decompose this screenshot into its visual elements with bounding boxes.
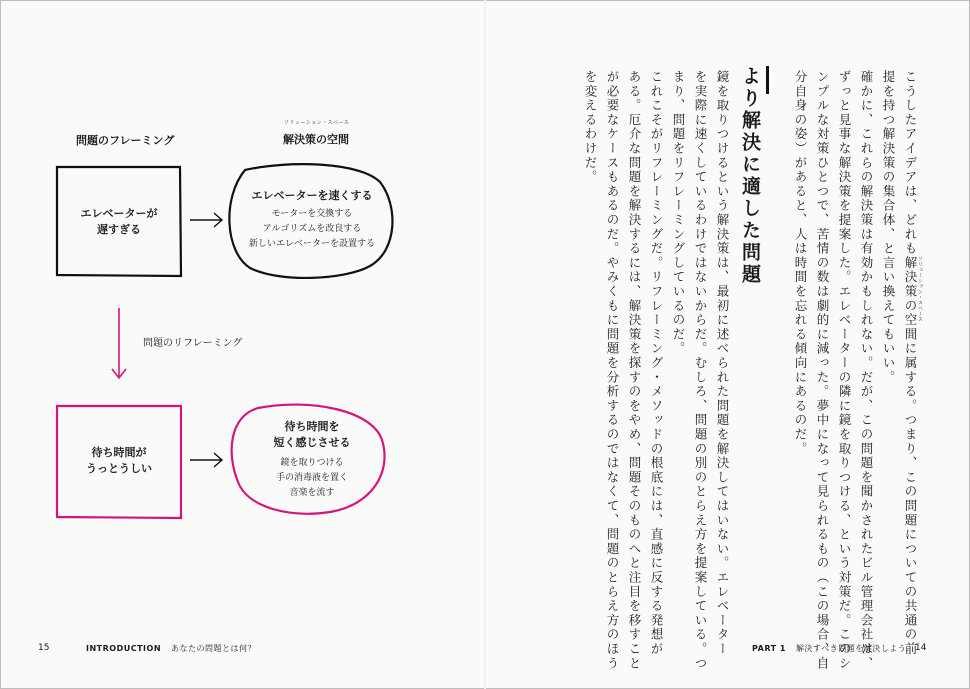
body-column: を実際に速くしているわけではないからだ。むしろ、問題の別のとらえ方を提案している。つ: [693, 70, 708, 671]
arrow-right-icon: [190, 213, 222, 227]
arrow-right-icon-2: [190, 453, 222, 467]
solution-space-label: 解決策の空間: [283, 133, 349, 146]
body-column: これこそがリフレーミングだ。リフレーミング・メソッドの根底には、直感に反する発想が: [649, 70, 664, 657]
body-column: ンプルな対策ひとつで、苦情の数は劇的に減った。夢中になって見られるもの（この場合、自: [815, 70, 830, 671]
body-column: 鏡を取りつけるという解決策は、最初に述べられた問題を解決してはいない。エレベーター: [715, 70, 730, 657]
solution2-title: 待ち時間を 短く感じさせる: [273, 420, 351, 449]
body-column: ずっと見事な解決策を提案した。エレベーターの隣に鏡を取りつける、という対策だ。このシ: [837, 70, 852, 671]
ruby-solution-space: ソリューション・スペース: [917, 256, 923, 322]
heading-marker: [766, 66, 769, 94]
solution1-title: エレベーターを速くする: [251, 189, 373, 202]
reframing-label: 問題のリフレーミング: [143, 338, 243, 349]
body-column: 提を持つ解決策の集合体、と言い換えてもいい。: [881, 70, 896, 385]
body-column: 確かに、これらの解決策は有効かもしれない。だが、この問題を聞かされたビル管理会社は、: [859, 70, 874, 671]
body-column: まり、問題をリフレーミングしているのだ。: [671, 70, 686, 356]
body-column: こうしたアイデアは、どれも解決策の空間に属する。つまり、この問題についての共通の前: [903, 70, 918, 657]
problem-framing-label: 問題のフレーミング: [76, 134, 175, 147]
right-page-number: 14: [915, 643, 927, 653]
solution-space-ruby: ソリューション・スペース: [284, 120, 350, 126]
right-running-footer: PART 1 解決すべき問題を解決しよう: [752, 644, 907, 653]
body-column: を変えるわけだ。: [583, 70, 598, 185]
solution2-items: 鏡を取りつける 手の消毒液を置く 音楽を流す: [275, 458, 348, 498]
left-page-number: 15: [38, 643, 50, 653]
problem2-text: 待ち時間が うっとうしい: [86, 446, 152, 475]
problem1-text: エレベーターが 遅すぎる: [80, 207, 158, 236]
body-column: ある。厄介な問題を解決するには、解決策を探すのをやめ、問題そのものへと注目を移すこと: [627, 70, 642, 671]
left-running-footer: INTRODUCTION あなたの問題とは何？: [86, 644, 257, 653]
body-column: が必要なケースもあるのだ。やみくもに問題を分析するのではなくて、問題のとらえ方のほう: [605, 70, 620, 671]
body-column: 分自身の姿）があると、人は時間を忘れる傾向にあるのだ。: [793, 70, 808, 457]
arrow-down-icon: [112, 308, 126, 378]
section-heading: より解決に適した問題: [739, 66, 761, 286]
solution1-items: モーターを交換する アルゴリズムを改良する 新しいエレベーターを設置する: [248, 209, 375, 249]
